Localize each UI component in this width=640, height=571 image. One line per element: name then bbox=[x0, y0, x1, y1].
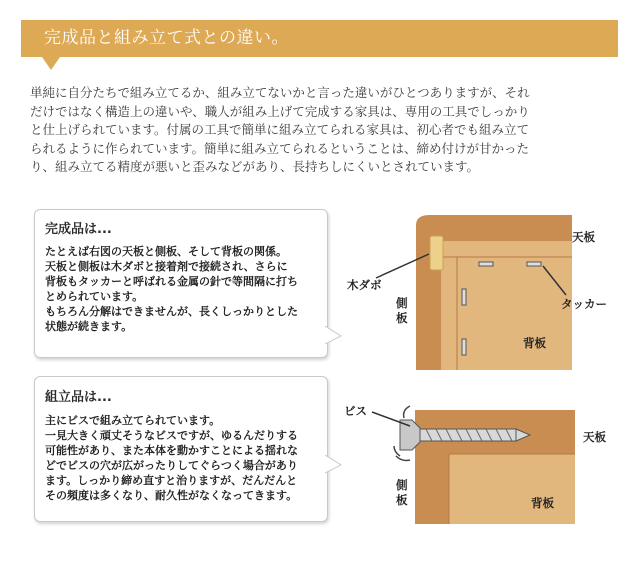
side-board-char: 側 bbox=[396, 296, 408, 310]
finished-line: たとえば右図の天板と側板、そして背板の関係。 bbox=[45, 245, 287, 258]
intro-line: り、組み立てる精度が悪いと歪みなどがあり、長持ちしにくいとされています。 bbox=[30, 159, 480, 174]
dowel-label: 木ダボ bbox=[347, 278, 382, 292]
staple-icon bbox=[462, 339, 466, 355]
assembled-line: その頻度は多くなり、耐久性がなくなってきます。 bbox=[45, 489, 298, 502]
finished-body bbox=[45, 244, 298, 334]
back-board-label: 背板 bbox=[531, 496, 554, 510]
back-board-panel bbox=[441, 241, 572, 370]
side-board-char: 板 bbox=[396, 311, 408, 325]
back-board-label: 背板 bbox=[523, 336, 546, 350]
intro-line: られるように作られています。簡単に組み立てられるということは、締め付けが甘かった bbox=[30, 140, 530, 156]
finished-line: 背板もタッカーと呼ばれる金属の針で等間隔に打ち bbox=[45, 275, 298, 288]
wobble-mark-icon bbox=[394, 446, 400, 456]
finished-line: もちろん分解はできませんが、長くしっかりとした bbox=[45, 305, 298, 318]
finished-joint-diagram bbox=[340, 205, 640, 375]
finished-line: とめられています。 bbox=[45, 290, 144, 303]
assembled-joint-diagram bbox=[340, 390, 640, 530]
finished-line: 状態が続きます。 bbox=[45, 320, 133, 333]
assembled-body bbox=[45, 413, 298, 503]
assembled-heading: 組立品は... bbox=[45, 390, 112, 405]
header-banner-tail bbox=[42, 57, 60, 70]
side-board-label bbox=[396, 478, 409, 508]
assembled-line: 可能性があり、また本体を動かすことによる揺れな bbox=[45, 444, 298, 457]
side-board-char: 板 bbox=[396, 493, 408, 507]
staple-icon bbox=[479, 262, 493, 266]
intro-paragraph bbox=[30, 84, 612, 177]
finished-line: 天板と側板は木ダボと接着剤で接続され、さらに bbox=[45, 260, 288, 273]
tacker-label: タッカー bbox=[561, 297, 607, 311]
top-board-label: 天板 bbox=[572, 230, 595, 244]
assembled-line: ます。しっかり締め直すと治りますが、だんだんと bbox=[45, 474, 298, 487]
intro-line: だけではなく構造上の違いや、職人が組み上げて完成する家具は、専用の工具でしっかり bbox=[30, 103, 530, 119]
screw-label: ビス bbox=[344, 404, 367, 418]
wobble-mark-icon bbox=[396, 456, 410, 461]
assembled-line: 主にビスで組み立てられています。 bbox=[45, 414, 221, 427]
intro-line: と仕上げられています。付属の工具で簡単に組み立てられる家具は、初心者でも組み立て bbox=[30, 122, 530, 137]
assembled-line: どでビスの穴が広がったりしてぐらつく場合があり bbox=[45, 459, 298, 472]
dowel-icon bbox=[430, 236, 443, 270]
page-title: 完成品と組み立て式との違い。 bbox=[44, 28, 289, 48]
side-board-label bbox=[396, 296, 409, 326]
intro-line: 単純に自分たちで組み立てるか、組み立てないかと言った違いがひとつありますが、それ bbox=[30, 85, 530, 100]
wobble-mark-icon bbox=[404, 406, 410, 418]
staple-icon bbox=[527, 262, 541, 266]
side-board-char: 側 bbox=[396, 478, 408, 492]
staple-icon bbox=[462, 289, 466, 305]
finished-heading: 完成品は... bbox=[45, 222, 112, 237]
top-board-label: 天板 bbox=[583, 430, 606, 444]
back-board-panel bbox=[449, 454, 575, 524]
assembled-line: 一見大きく頑丈そうなビスですが、ゆるんだりする bbox=[45, 429, 298, 442]
